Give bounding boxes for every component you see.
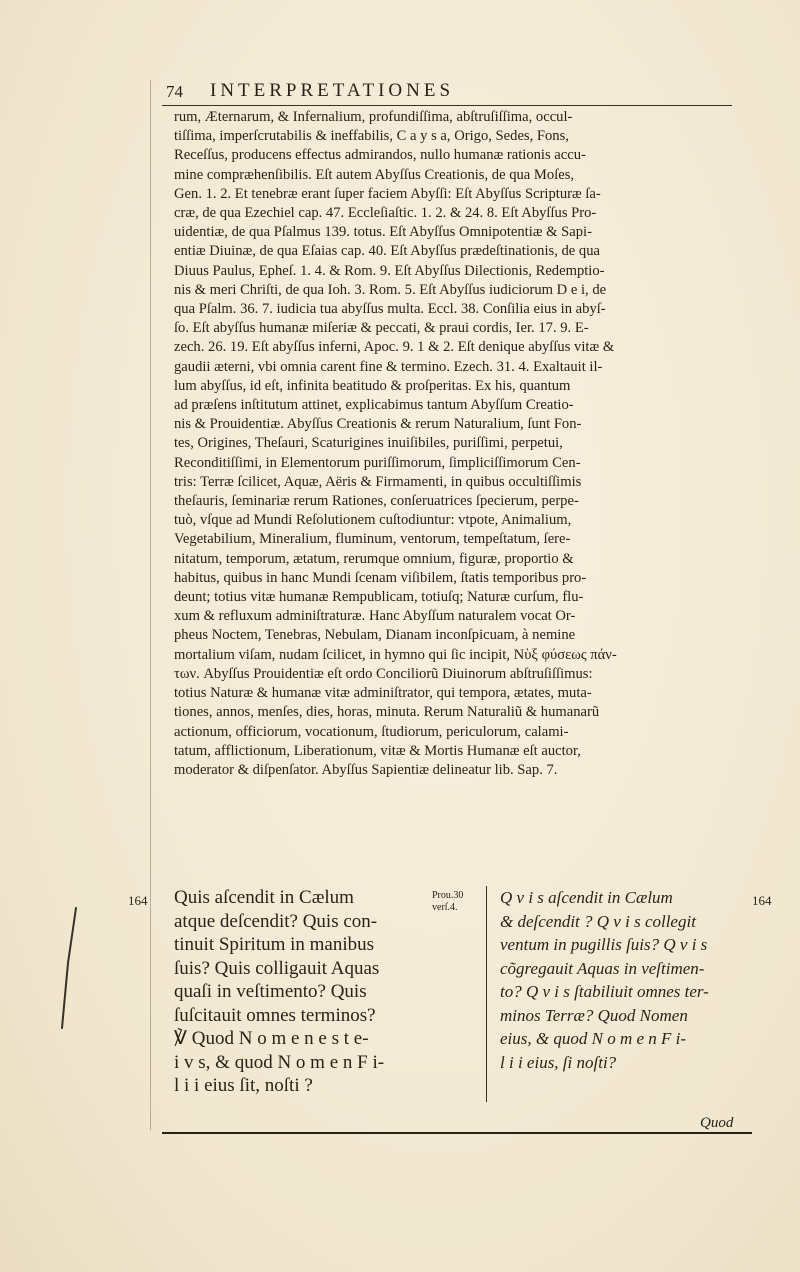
verse-line: Q v i s aſcendit in Cælum [500,888,673,907]
verse-line: Quis aſcendit in Cælum [174,887,354,908]
verse-line: ſuſcitauit omnes terminos? [174,1004,376,1026]
verse-line: ventum in pugillis ſuis? Q v i s [500,935,708,954]
verse-line: l i i eius, ſi noſti? [500,1052,617,1072]
text-line: xum & refluxum adminiſtraturæ. Hanc Abyſſum naturalem vocat Or- [174,608,576,625]
text-line: theſauris, ſeminariæ rerum Rationes, conſeruatrices ſpecierum, perpe- [174,493,579,510]
sidenote-line: verſ.4. [432,902,458,913]
verse-line: ℣ Quod N o m e n e s t e- [174,1028,369,1049]
sidenote-line: Prou.30 [432,890,464,901]
verse-line: & deſcendit ? Q v i s collegit [500,911,696,931]
verse-line: l i i eius ſit, noſti ? [174,1075,313,1096]
text-line: tes, Origines, Theſauri, Scaturigines inuiſibiles, puriſſimi, perpetui, [174,435,563,452]
text-line: qua Pſalm. 36. 7. iudicia tua abyſſus multa. Eccl. 38. Conſilia eius in abyſ- [174,301,606,318]
page-edge-line [150,80,151,1130]
verse-line: cõgregauit Aquas in veſtimen- [500,958,705,978]
verse-line: atque deſcendit? Quis con- [174,910,378,932]
text-line: tris: Terræ ſcilicet, Aquæ, Aëris & Firmamenti, in quibus occultiſſimis [174,473,582,490]
text-line: mortalium viſam, nudam ſcilicet, in hymno qui ſic incipit, Νὺξ φύσεως πάν- [174,646,617,663]
text-line: tuò, vſque ad Mundi Reſolutionem cuſtodiuntur: vtpote, Animalium, [174,512,572,529]
text-line: pheus Noctem, Tenebras, Nebulam, Dianam inconſpicuam, à nemine [174,627,576,644]
verse-line: minos Terræ? Quod Nomen [500,1005,688,1025]
header-rule [162,105,732,106]
page-number: 74 [166,82,183,101]
text-line: nitatum, temporum, ætatum, rerumque omnium, figuræ, proportio & [174,550,574,567]
verse-line: to? Q v i s ſtabiliuit omnes ter- [500,982,709,1001]
catchword: Quod [700,1115,734,1131]
text-line: cræ, de qua Ezechiel cap. 47. Eccleſiaſtic. 1. 2. & 24. 8. Eſt Abyſſus Pro- [174,205,597,222]
text-line: gaudii æterni, vbi omnia carent fine & termino. Ezech. 31. 4. Exaltauit il- [174,358,603,375]
text-line: habitus, quibus in hanc Mundi ſcenam viſibilem, ſtatis temporibus pro- [174,569,587,586]
margin-number-left: 164 [128,893,148,908]
text-line: actionum, officiorum, vocationum, ſtudiorum, periculorum, calami- [174,723,569,740]
verse-line: tinuit Spiritum in manibus [174,934,375,955]
text-line: uidentiæ, de qua Pſalmus 139. totus. Eſt Abyſſus Omnipotentiæ & Sapi- [174,224,592,241]
margin-number-right: 164 [752,893,772,908]
text-line: totius Naturæ & humanæ vitæ adminiſtrator, qui tempora, ætates, muta- [174,685,592,702]
text-line: Diuus Paulus, Epheſ. 1. 4. & Rom. 9. Eſt Abyſſus Dilectionis, Redemptio- [174,262,605,279]
text-line: Vegetabilium, Mineralium, fluminum, ventorum, tempeſtatum, ſere- [174,531,571,548]
text-line: Gen. 1. 2. Et tenebræ erant ſuper faciem Abyſſi: Eſt Abyſſus Scripturæ ſa- [174,185,601,202]
column-divider [486,886,487,1102]
text-line: tatum, afflictionum, Liberationum, vitæ & Mortis Humanæ eſt auctor, [174,742,581,759]
verse-line: eius, & quod N o m e n F i- [500,1029,687,1048]
text-line: zech. 26. 19. Eſt abyſſus inferni, Apoc. 9. 1 & 2. Eſt denique abyſſus vitæ & [174,339,615,356]
text-line: των. Abyſſus Prouidentiæ eſt ordo Conciliorũ Diuinorum abſtruſiſſimus: [174,665,593,682]
text-line: ad præſens inſtitutum attinet, explicabimus tantum Abyſſum Creatio- [174,397,574,414]
text-line: lum abyſſus, id eſt, infinita beatitudo & proſperitas. Ex his, quantum [174,377,571,394]
bottom-rule [162,1132,752,1134]
text-line: entiæ Diuinæ, de qua Eſaias cap. 40. Eſt Abyſſus prædeſtinationis, de qua [174,243,600,260]
text-line: nis & Prouidentiæ. Abyſſus Creationis & rerum Naturalium, ſunt Fon- [174,416,582,433]
text-line: moderator & diſpenſator. Abyſſus Sapientiæ delineatur lib. Sap. 7. [174,761,558,778]
text-line: Reconditiſſimi, in Elementorum puriſſimorum, ſimpliciſſimorum Cen- [174,454,581,471]
text-line: mine compræhenſibilis. Eſt autem Abyſſus Creationis, de qua Moſes, [174,166,575,183]
verse-line: ſuis? Quis colligauit Aquas [174,957,380,979]
verse-line: quaſi in veſtimento? Quis [174,981,367,1002]
main-text-block [174,108,736,780]
verse-column-right [500,886,738,1074]
text-line: tiſſima, imperſcrutabilis & ineffabilis, C a y s a, Origo, Sedes, Fons, [174,128,569,145]
running-head: INTERPRETATIONES [210,80,455,101]
text-line: tiones, annos, menſes, dies, horas, minuta. Rerum Naturaliũ & humanarũ [174,704,600,721]
text-line: rum, Æternarum, & Infernalium, profundiſſima, abſtruſiſſima, occul- [174,109,573,125]
text-line: deunt; totius vitæ humanæ Rempublicam, totiuſq; Naturæ curſum, flu- [174,589,584,606]
pen-mark-icon [56,903,86,1033]
scripture-reference-note [432,890,484,914]
verse-line: i v s, & quod N o m e n F i- [174,1051,385,1073]
verse-column-left [174,886,424,1098]
text-line: Receſſus, producens effectus admirandos, nullo humanæ rationis accu- [174,147,586,164]
text-line: nis & meri Chriſti, de qua Ioh. 3. Rom. 5. Eſt Abyſſus iudiciorum D e i, de [174,281,607,298]
text-line: ſo. Eſt abyſſus humanæ miſeriæ & peccati, & praui cordis, Ier. 17. 9. E- [174,320,589,337]
